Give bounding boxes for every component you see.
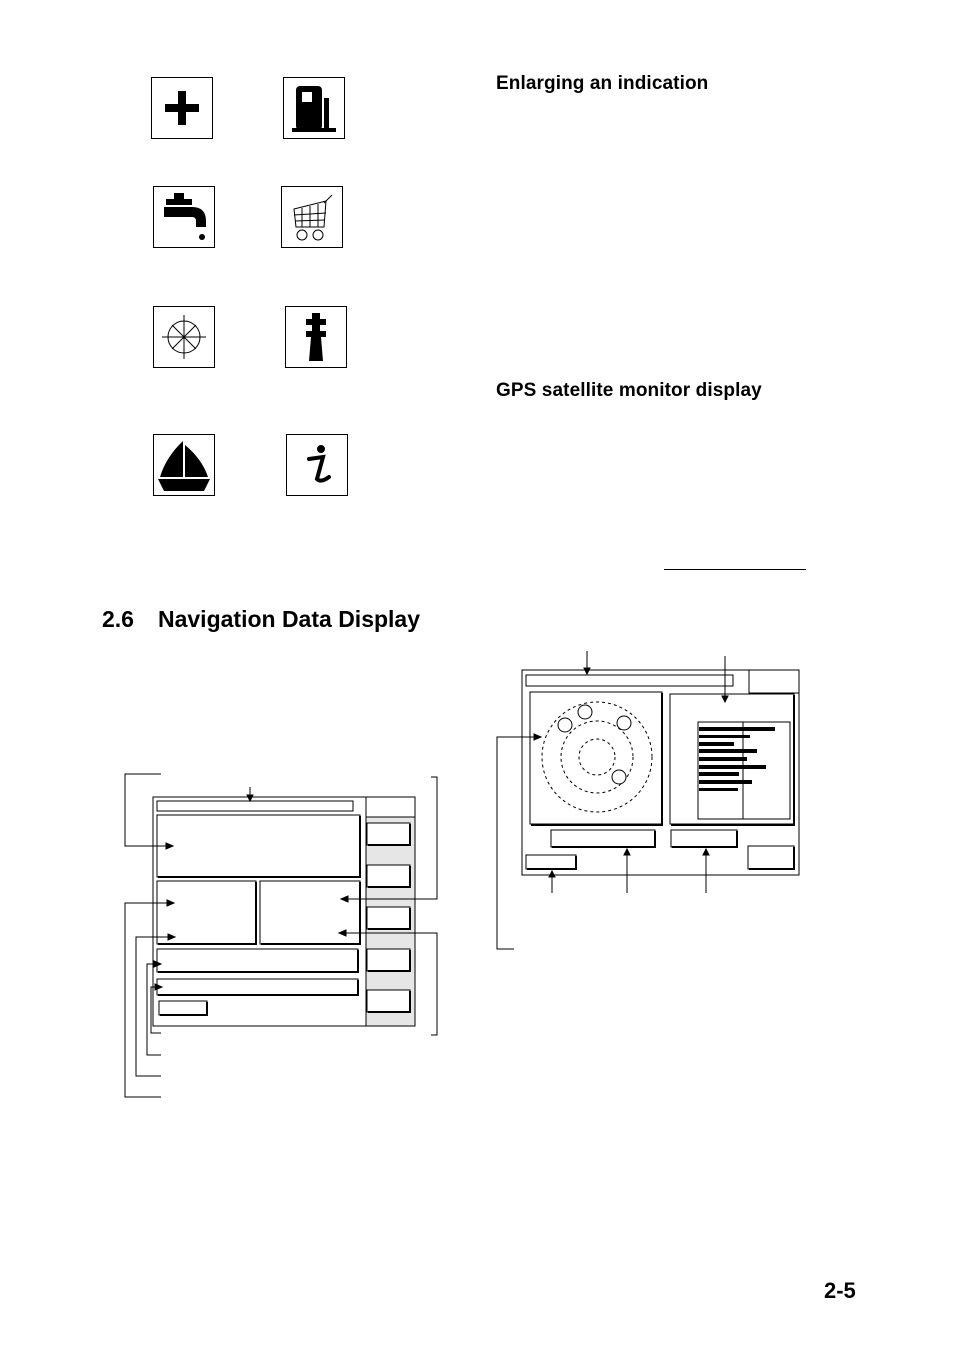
nav-small-box [159, 1001, 207, 1015]
shopping-cart-icon [281, 186, 343, 248]
divider-rule [664, 569, 806, 570]
gps-box-1 [551, 830, 655, 847]
sailboat-icon [153, 434, 215, 496]
fuel-pump-icon [283, 77, 345, 139]
nav-bar-2 [157, 979, 358, 995]
first-aid-cross-icon [151, 77, 213, 139]
navigation-data-display-diagram [120, 770, 450, 1105]
gps-monitor-heading: GPS satellite monitor display [496, 380, 762, 401]
enlarging-heading: Enlarging an indication [496, 73, 709, 94]
gps-box-2 [671, 830, 737, 847]
gps-satellites [558, 705, 631, 784]
gps-corner-box [749, 670, 799, 693]
nav-main-box [157, 815, 360, 877]
lighthouse-icon [285, 306, 347, 368]
water-tap-icon [153, 186, 215, 248]
gps-signal-bars [699, 727, 775, 791]
information-icon [286, 434, 348, 496]
gps-box-4 [526, 855, 576, 869]
nav-bar-1 [157, 949, 358, 972]
section-heading [102, 606, 420, 633]
gps-skyplot-panel [530, 692, 662, 824]
gps-box-3 [748, 846, 794, 869]
gps-skyplot-rings [542, 702, 652, 812]
gps-screen-frame [522, 670, 799, 875]
nav-title-bar [157, 801, 353, 811]
page-number: 2-5 [824, 1278, 856, 1303]
gps-satellite-monitor-diagram [494, 650, 806, 952]
gps-title-bar [526, 675, 733, 686]
section-number: 2.6 [102, 606, 134, 632]
nav-left-box [157, 881, 256, 944]
section-title: Navigation Data Display [157, 606, 421, 632]
compass-rose-icon [153, 306, 215, 368]
